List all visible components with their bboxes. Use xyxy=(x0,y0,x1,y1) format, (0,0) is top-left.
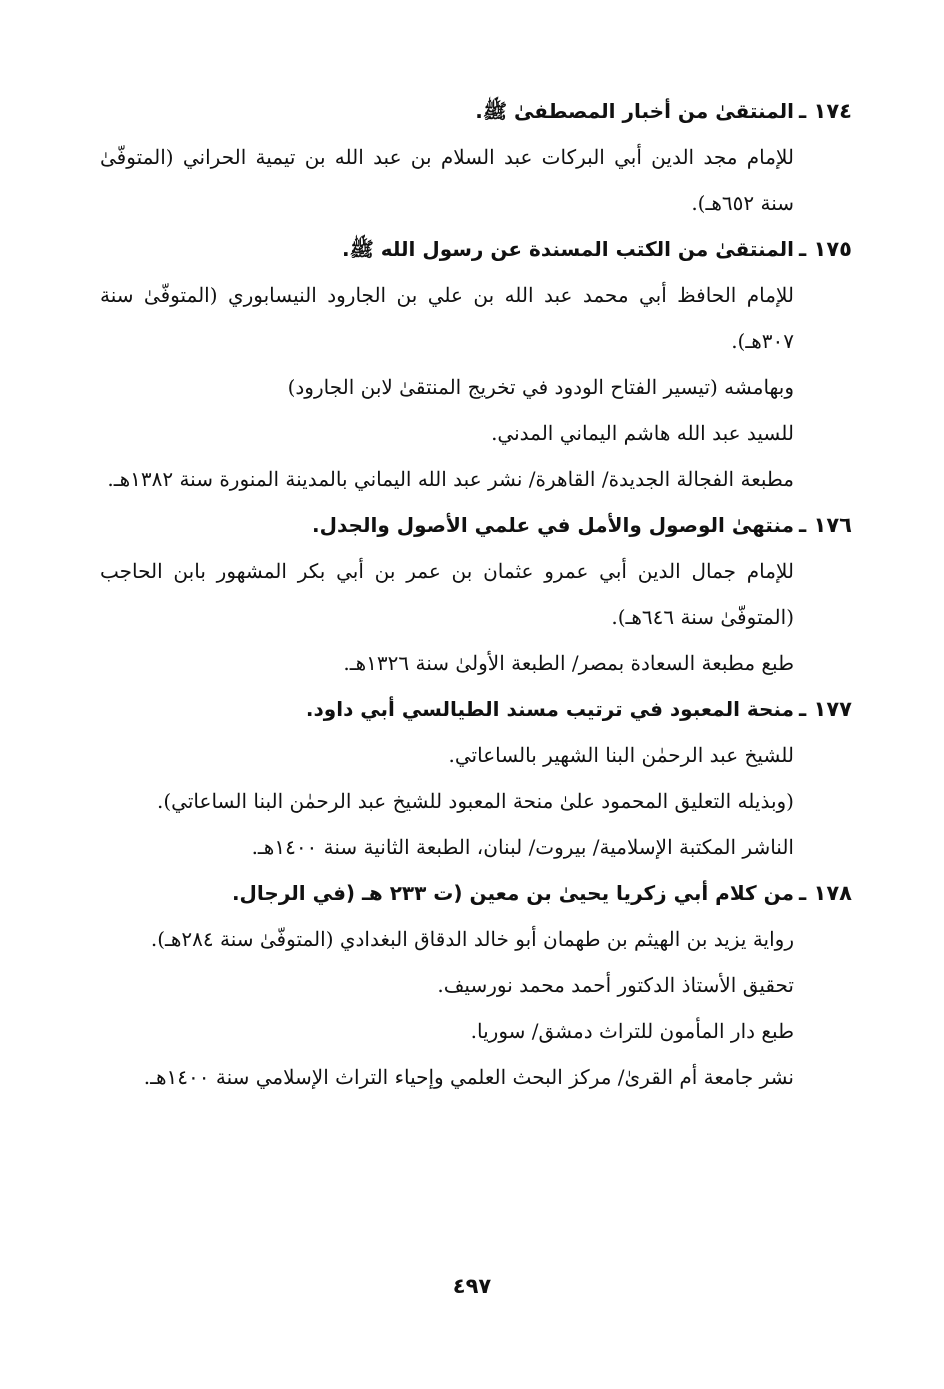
entry-number: ١٧٤ ـ xyxy=(799,99,852,123)
entry-paragraph: (وبذيله التعليق المحمود علىٰ منحة المعبود للشيخ عبد الرحمٰن البنا الساعاتي). xyxy=(157,789,794,813)
entry-title: منتهىٰ الوصول والأمل في علمي الأصول والجدل. xyxy=(312,513,794,537)
entry-paragraph: مطبعة الفجالة الجديدة/ القاهرة/ نشر عبد الله اليماني بالمدينة المنورة سنة ١٣٨٢هـ. xyxy=(107,467,794,491)
entry-number: ١٧٨ ـ xyxy=(799,881,852,905)
entry-heading xyxy=(100,226,852,272)
entry-paragraph: للإمام مجد الدين أبي البركات عبد السلام بن عبد الله بن تيمية الحراني (المتوفّىٰ سنة ٦٥٢هـ). xyxy=(100,145,794,215)
entry-178 xyxy=(100,870,852,1100)
entry-paragraph: نشر جامعة أم القرىٰ/ مركز البحث العلمي وإحياء التراث الإسلامي سنة ١٤٠٠هـ. xyxy=(143,1065,794,1089)
entry-body xyxy=(100,272,794,502)
entry-heading xyxy=(100,870,852,916)
entry-paragraph: رواية يزيد بن الهيثم بن طهمان أبو خالد الدقاق البغدادي (المتوفّىٰ سنة ٢٨٤هـ). xyxy=(150,927,794,951)
entry-title: منحة المعبود في ترتيب مسند الطيالسي أبي داود. xyxy=(305,697,794,721)
entry-174 xyxy=(100,88,852,226)
entry-number: ١٧٧ ـ xyxy=(799,697,852,721)
page-body xyxy=(100,88,852,1100)
entry-title: من كلام أبي زكريا يحيىٰ بن معين (ت ٢٣٣ هـ (في الرجال. xyxy=(231,881,794,905)
entry-body xyxy=(100,732,794,870)
entry-paragraph: للسيد عبد الله هاشم اليماني المدني. xyxy=(491,421,794,445)
entry-paragraph: تحقيق الأستاذ الدكتور أحمد محمد نورسيف. xyxy=(437,973,794,997)
page-number: ٤٩٧ xyxy=(452,1274,492,1298)
entry-body xyxy=(100,134,794,226)
entry-paragraph: للإمام جمال الدين أبي عمرو عثمان بن عمر بن أبي بكر المشهور بابن الحاجب (المتوفّىٰ سنة ٦٤٦هـ). xyxy=(100,559,794,629)
entry-number: ١٧٥ ـ xyxy=(799,237,852,261)
entry-heading xyxy=(100,88,852,134)
entry-paragraph: وبهامشه (تيسير الفتاح الودود في تخريج المنتقىٰ لابن الجارود) xyxy=(287,375,794,399)
entry-number: ١٧٦ ـ xyxy=(799,513,852,537)
entry-heading xyxy=(100,686,852,732)
entry-heading xyxy=(100,502,852,548)
entry-paragraph: طبع مطبعة السعادة بمصر/ الطبعة الأولىٰ سنة ١٣٢٦هـ. xyxy=(343,651,794,675)
entry-175 xyxy=(100,226,852,502)
entry-body xyxy=(100,916,794,1100)
entry-body xyxy=(100,548,794,686)
entry-paragraph: الناشر المكتبة الإسلامية/ بيروت/ لبنان، الطبعة الثانية سنة ١٤٠٠هـ. xyxy=(251,835,794,859)
entry-title: المنتقىٰ من الكتب المسندة عن رسول الله ﷺ. xyxy=(342,237,794,261)
entry-177 xyxy=(100,686,852,870)
entry-title: المنتقىٰ من أخبار المصطفىٰ ﷺ. xyxy=(475,99,794,123)
entry-paragraph: طبع دار المأمون للتراث دمشق/ سوريا. xyxy=(470,1019,794,1043)
entry-paragraph: للشيخ عبد الرحمٰن البنا الشهير بالساعاتي. xyxy=(448,743,794,767)
entry-paragraph: للإمام الحافظ أبي محمد عبد الله بن علي بن الجارود النيسابوري (المتوفّىٰ سنة ٣٠٧هـ). xyxy=(100,283,794,353)
entry-176 xyxy=(100,502,852,686)
